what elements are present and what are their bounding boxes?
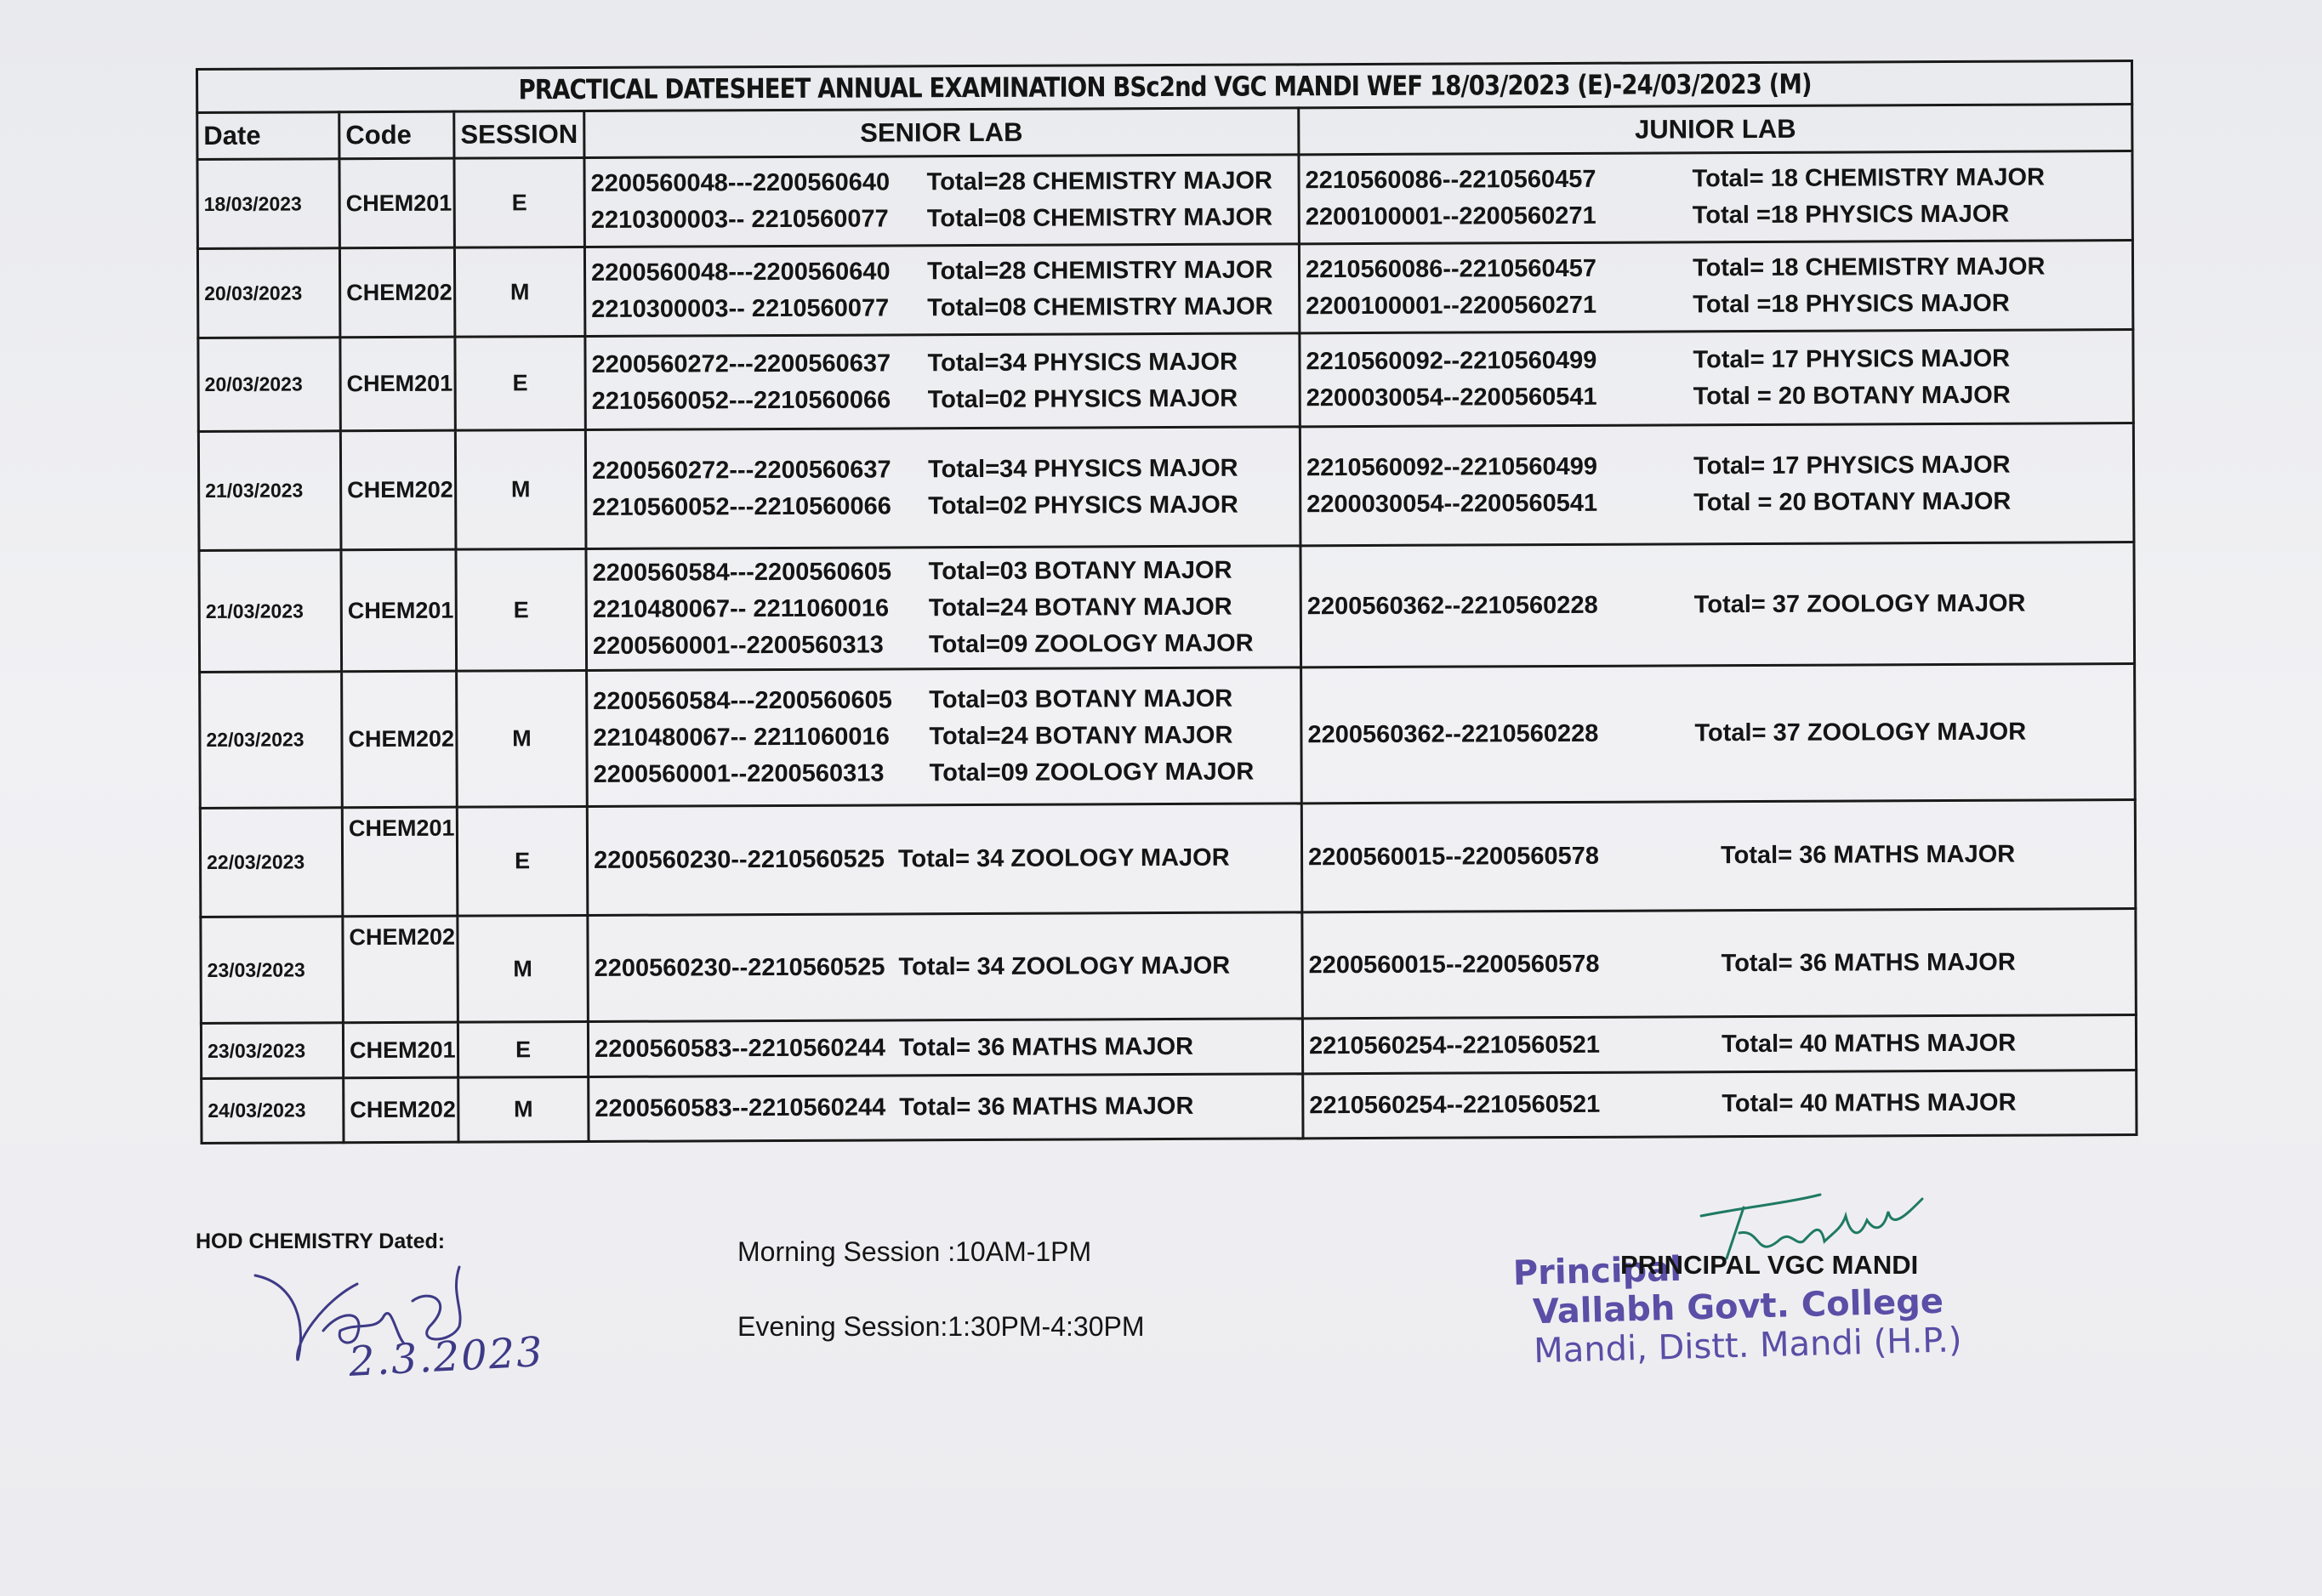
cell-date: 24/03/2023 bbox=[202, 1078, 344, 1144]
total-subject: Total=09 ZOOLOGY MAJOR bbox=[928, 629, 1254, 658]
roll-range: 2210560052---2210560066 bbox=[591, 385, 891, 415]
table-row bbox=[201, 1015, 2136, 1079]
total-subject: Total= 34 ZOOLOGY MAJOR bbox=[897, 843, 1230, 873]
senior-lab-entry bbox=[595, 1028, 1296, 1068]
roll-range: 2200030054--2200560541 bbox=[1306, 383, 1597, 412]
roll-range: 2210300003-- 2210560077 bbox=[591, 294, 890, 323]
senior-lab-entry bbox=[591, 162, 1293, 202]
junior-lab-entry bbox=[1306, 285, 2126, 325]
roll-range: 2200100001--2200560271 bbox=[1306, 291, 1597, 321]
stamp-line-1: Principal bbox=[1512, 1249, 1682, 1293]
senior-lab-entry bbox=[594, 839, 1295, 879]
senior-lab-entry bbox=[591, 252, 1293, 292]
junior-lab-entry bbox=[1306, 483, 2127, 523]
cell-date: 20/03/2023 bbox=[197, 248, 339, 338]
cell-code: CHEM202 bbox=[339, 247, 454, 338]
roll-range: 2200560048---2200560640 bbox=[590, 258, 891, 287]
total-subject: Total= 34 ZOOLOGY MAJOR bbox=[898, 951, 1231, 980]
cell-session: E bbox=[454, 158, 584, 248]
total-subject: Total= 36 MATHS MAJOR bbox=[899, 1092, 1194, 1122]
cell-junior-lab bbox=[1300, 330, 2133, 427]
roll-range: 2200560048---2200560640 bbox=[590, 168, 891, 197]
sheet-title: PRACTICAL DATESHEET ANNUAL EXAMINATION BSc2nd VGC MANDI WEF 18/03/2023 (E)-24/03/2023 (M) bbox=[333, 61, 1997, 112]
cell-code: CHEM202 bbox=[343, 916, 458, 1023]
cell-junior-lab bbox=[1300, 542, 2135, 667]
principal-label: PRINCIPAL VGC MANDI bbox=[1620, 1250, 1919, 1280]
cell-junior-lab bbox=[1302, 909, 2137, 1019]
cell-senior-lab bbox=[587, 804, 1302, 916]
table-row bbox=[201, 909, 2137, 1024]
cell-date: 21/03/2023 bbox=[198, 431, 341, 551]
senior-lab-entry bbox=[595, 947, 1296, 987]
cell-date: 21/03/2023 bbox=[199, 550, 342, 673]
junior-lab-entry bbox=[1306, 340, 2126, 380]
roll-range: 2210560052---2210560066 bbox=[592, 491, 891, 521]
cell-code: CHEM201 bbox=[341, 549, 457, 672]
total-subject: Total =18 PHYSICS MAJOR bbox=[1693, 289, 2010, 319]
hod-signature-date: 2.3.2023 bbox=[347, 1328, 546, 1386]
roll-range: 2200560362--2210560228 bbox=[1307, 719, 1599, 749]
cell-senior-lab bbox=[585, 333, 1300, 430]
cell-session: M bbox=[454, 247, 584, 338]
cell-session: M bbox=[458, 1076, 589, 1142]
roll-range: 2200560272---2200560637 bbox=[592, 455, 891, 485]
cell-code: CHEM201 bbox=[340, 337, 455, 431]
roll-range: 2210560086--2210560457 bbox=[1305, 254, 1597, 284]
roll-range: 2200030054--2200560541 bbox=[1306, 489, 1598, 518]
cell-code: CHEM202 bbox=[340, 430, 456, 550]
cell-junior-lab bbox=[1301, 800, 2136, 912]
roll-range: 2200560362--2210560228 bbox=[1306, 591, 1598, 620]
roll-range: 2200560230--2210560525 bbox=[594, 952, 885, 982]
total-subject: Total=08 CHEMISTRY MAJOR bbox=[926, 203, 1273, 233]
roll-range: 2200560583--2210560244 bbox=[594, 1033, 885, 1063]
total-subject: Total= 36 MATHS MAJOR bbox=[898, 1032, 1194, 1061]
senior-lab-entry bbox=[591, 344, 1293, 383]
total-subject: Total= 17 PHYSICS MAJOR bbox=[1693, 344, 2011, 373]
cell-senior-lab bbox=[585, 427, 1300, 549]
total-subject: Total=24 BOTANY MAJOR bbox=[928, 593, 1232, 622]
cell-session: E bbox=[455, 337, 585, 431]
cell-date: 23/03/2023 bbox=[201, 917, 344, 1024]
cell-code: CHEM201 bbox=[339, 158, 454, 248]
total-subject: Total= 17 PHYSICS MAJOR bbox=[1693, 451, 2011, 480]
roll-range: 2210560254--2210560521 bbox=[1309, 1090, 1601, 1120]
header-date: Date bbox=[197, 112, 339, 160]
table-row bbox=[200, 664, 2136, 809]
cell-date: 22/03/2023 bbox=[200, 672, 343, 809]
table-row bbox=[198, 330, 2133, 432]
cell-senior-lab bbox=[584, 244, 1299, 337]
cell-date: 18/03/2023 bbox=[197, 159, 339, 249]
junior-lab-entry bbox=[1306, 446, 2127, 486]
roll-range: 2210480067-- 2211060016 bbox=[592, 594, 890, 623]
datesheet-table bbox=[196, 60, 2138, 1144]
total-subject: Total=34 PHYSICS MAJOR bbox=[927, 348, 1238, 377]
cell-senior-lab bbox=[586, 546, 1301, 671]
junior-lab-entry bbox=[1306, 377, 2127, 417]
header-code: Code bbox=[339, 111, 454, 159]
roll-range: 2200560272---2200560637 bbox=[591, 349, 891, 378]
total-subject: Total= 37 ZOOLOGY MAJOR bbox=[1693, 589, 2026, 618]
roll-range: 2210480067-- 2211060016 bbox=[593, 723, 890, 752]
total-subject: Total = 20 BOTANY MAJOR bbox=[1693, 381, 2011, 410]
total-subject: Total=03 BOTANY MAJOR bbox=[928, 556, 1232, 585]
table-body bbox=[197, 151, 2137, 1144]
evening-session-timing: Evening Session:1:30PM-4:30PM bbox=[737, 1311, 1145, 1342]
table-row bbox=[197, 241, 2132, 338]
cell-code: CHEM202 bbox=[344, 1077, 458, 1143]
roll-range: 2200100001--2200560271 bbox=[1305, 202, 1596, 231]
senior-lab-entry bbox=[592, 450, 1294, 490]
datesheet bbox=[196, 68, 2131, 1144]
cell-session: E bbox=[458, 1021, 588, 1077]
senior-lab-entry bbox=[593, 680, 1295, 720]
header-session: SESSION bbox=[454, 111, 584, 159]
total-subject: Total=34 PHYSICS MAJOR bbox=[927, 454, 1238, 483]
morning-session-timing: Morning Session :10AM-1PM bbox=[737, 1236, 1092, 1267]
junior-lab-entry bbox=[1305, 159, 2126, 199]
junior-lab-entry bbox=[1306, 196, 2126, 236]
table-row bbox=[198, 423, 2134, 551]
cell-junior-lab bbox=[1303, 1071, 2137, 1139]
total-subject: Total= 18 CHEMISTRY MAJOR bbox=[1692, 163, 2046, 193]
total-subject: Total=03 BOTANY MAJOR bbox=[929, 684, 1233, 714]
cell-junior-lab bbox=[1302, 1015, 2136, 1074]
junior-lab-entry bbox=[1308, 836, 2129, 876]
cell-junior-lab bbox=[1299, 151, 2132, 244]
cell-date: 20/03/2023 bbox=[198, 338, 340, 432]
header-senior-lab: SENIOR LAB bbox=[584, 108, 1299, 158]
table-row bbox=[202, 1071, 2137, 1144]
senior-lab-entry bbox=[591, 288, 1293, 328]
cell-session: M bbox=[455, 430, 586, 550]
roll-range: 2200560583--2210560244 bbox=[595, 1093, 886, 1122]
junior-lab-entry bbox=[1307, 713, 2128, 753]
roll-range: 2200560001--2200560313 bbox=[592, 630, 884, 660]
junior-lab-entry bbox=[1306, 248, 2126, 288]
total-subject: Total=24 BOTANY MAJOR bbox=[929, 721, 1233, 751]
roll-range: 2200560584---2200560605 bbox=[592, 557, 892, 587]
total-subject: Total = 20 BOTANY MAJOR bbox=[1693, 487, 2012, 516]
junior-lab-entry bbox=[1309, 1025, 2130, 1065]
total-subject: Total= 18 CHEMISTRY MAJOR bbox=[1692, 253, 2046, 282]
senior-lab-entry bbox=[592, 380, 1294, 420]
total-subject: Total=09 ZOOLOGY MAJOR bbox=[929, 758, 1255, 787]
cell-code: CHEM201 bbox=[343, 1022, 458, 1078]
cell-session: M bbox=[457, 671, 588, 808]
table-row bbox=[197, 151, 2132, 249]
stamp-line-3: Mandi, Distt. Mandi (H.P.) bbox=[1533, 1321, 1963, 1372]
total-subject: Total=28 CHEMISTRY MAJOR bbox=[926, 256, 1273, 286]
junior-lab-entry bbox=[1309, 1084, 2130, 1124]
cell-session: M bbox=[458, 915, 589, 1022]
total-subject: Total=28 CHEMISTRY MAJOR bbox=[926, 167, 1273, 196]
total-subject: Total= 36 MATHS MAJOR bbox=[1721, 948, 2016, 977]
stamp-line-2: Vallabh Govt. College bbox=[1532, 1281, 1944, 1332]
roll-range: 2200560015--2200560578 bbox=[1307, 842, 1600, 872]
total-subject: Total =18 PHYSICS MAJOR bbox=[1692, 200, 2010, 230]
total-subject: Total=02 PHYSICS MAJOR bbox=[928, 491, 1238, 520]
cell-date: 23/03/2023 bbox=[201, 1023, 343, 1079]
total-subject: Total=02 PHYSICS MAJOR bbox=[927, 384, 1238, 413]
junior-lab-entry bbox=[1309, 944, 2130, 984]
cell-junior-lab bbox=[1299, 241, 2132, 333]
cell-code: CHEM202 bbox=[342, 671, 458, 808]
roll-range: 2210560092--2210560499 bbox=[1306, 346, 1597, 375]
hod-label: HOD CHEMISTRY Dated: bbox=[196, 1230, 446, 1253]
senior-lab-entry bbox=[593, 717, 1295, 757]
cell-session: E bbox=[457, 806, 588, 916]
total-subject: Total= 40 MATHS MAJOR bbox=[1721, 1029, 2017, 1058]
total-subject: Total= 40 MATHS MAJOR bbox=[1722, 1088, 2017, 1118]
roll-range: 2210560086--2210560457 bbox=[1305, 165, 1596, 195]
roll-range: 2200560584---2200560605 bbox=[593, 686, 892, 715]
cell-junior-lab bbox=[1301, 664, 2136, 804]
senior-lab-entry bbox=[592, 486, 1294, 526]
roll-range: 2200560230--2210560525 bbox=[594, 845, 885, 874]
footer bbox=[0, 1224, 2322, 1480]
roll-range: 2200560001--2200560313 bbox=[593, 759, 885, 788]
cell-senior-lab bbox=[588, 1019, 1302, 1077]
cell-senior-lab bbox=[588, 912, 1303, 1022]
roll-range: 2200560015--2200560578 bbox=[1308, 950, 1600, 979]
senior-lab-entry bbox=[593, 588, 1295, 628]
cell-code: CHEM201 bbox=[342, 807, 458, 917]
cell-date: 22/03/2023 bbox=[200, 808, 343, 917]
senior-lab-entry bbox=[594, 753, 1295, 793]
junior-lab-entry bbox=[1307, 585, 2128, 625]
cell-senior-lab bbox=[584, 155, 1299, 247]
cell-session: E bbox=[456, 549, 587, 672]
cell-junior-lab bbox=[1300, 423, 2134, 546]
senior-lab-entry bbox=[593, 625, 1295, 665]
total-subject: Total=08 CHEMISTRY MAJOR bbox=[927, 293, 1273, 322]
roll-range: 2210300003-- 2210560077 bbox=[590, 205, 889, 234]
roll-range: 2210560254--2210560521 bbox=[1308, 1031, 1600, 1059]
header-junior-lab: JUNIOR LAB bbox=[1299, 105, 2132, 155]
senior-lab-entry bbox=[595, 1088, 1296, 1127]
senior-lab-entry bbox=[591, 199, 1293, 239]
total-subject: Total= 36 MATHS MAJOR bbox=[1720, 840, 2016, 870]
table-row bbox=[199, 542, 2135, 673]
roll-range: 2210560092--2210560499 bbox=[1306, 452, 1598, 481]
cell-senior-lab bbox=[589, 1074, 1303, 1142]
total-subject: Total= 37 ZOOLOGY MAJOR bbox=[1694, 718, 2027, 747]
cell-senior-lab bbox=[587, 667, 1302, 807]
senior-lab-entry bbox=[593, 552, 1295, 592]
principal-signature-icon bbox=[1693, 1182, 1931, 1275]
table-row bbox=[200, 800, 2136, 917]
